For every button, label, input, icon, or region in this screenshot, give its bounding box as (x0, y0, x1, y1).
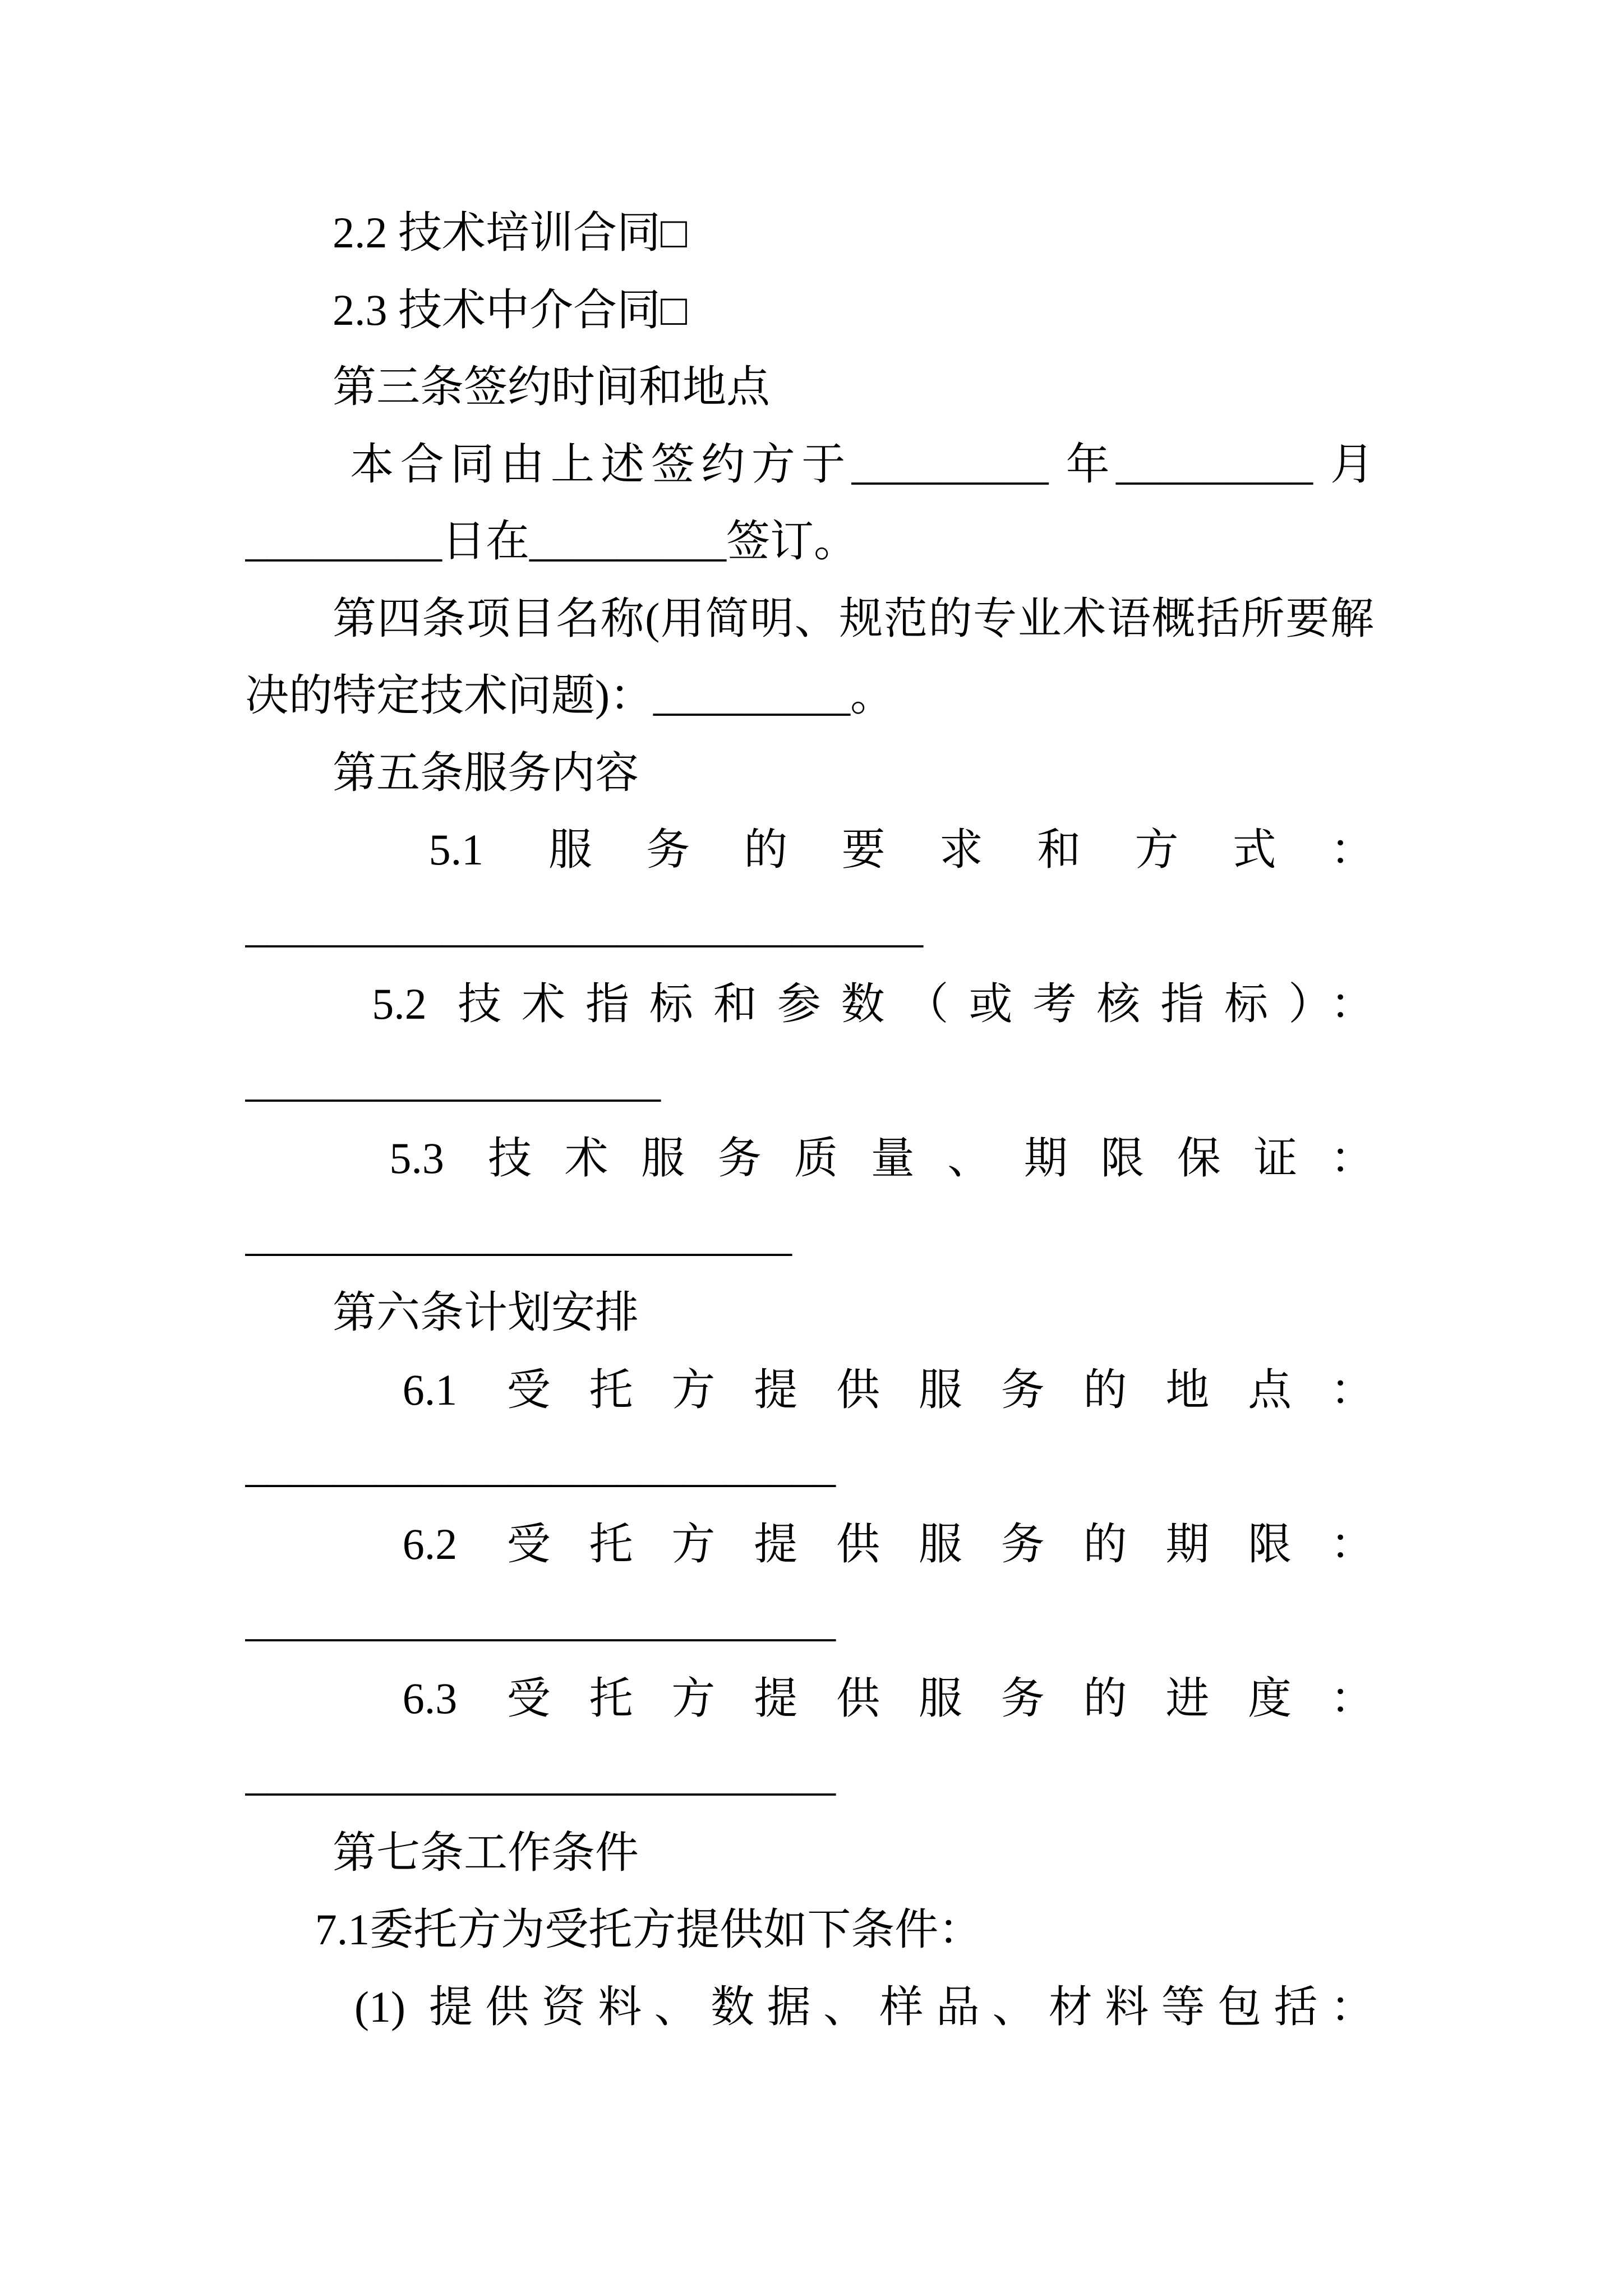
item-6-3: 6.3 受托方提供服务的进度： (402, 1673, 1374, 1723)
clause-4-body-line-2: 决的特定技术问题)：_________。 (245, 671, 894, 720)
clause-6-heading: 第六条计划安排 (333, 1288, 639, 1337)
item-7-1: 7.1委托方为受托方提供如下条件： (315, 1905, 983, 1954)
item-6-1: 6.1 受托方提供服务的地点： (402, 1365, 1374, 1414)
item-5-3: 5.3 技术服务质量、期限保证： (389, 1134, 1374, 1182)
clause-5-heading: 第五条服务内容 (333, 748, 639, 797)
clause-3-heading: 第三条签约时间和地点 (333, 362, 771, 411)
clause-7-heading: 第七条工作条件 (333, 1828, 639, 1877)
blank-after-6-2: ___________________________ (245, 1596, 836, 1645)
clause-2-2-checkbox-line: 2.2 技术培训合同□ (333, 208, 688, 257)
item-6-2: 6.2 受托方提供服务的期限： (402, 1519, 1374, 1568)
clause-2-3-checkbox-line: 2.3 技术中介合同□ (333, 285, 688, 334)
blank-after-6-3: ___________________________ (245, 1751, 836, 1800)
blank-after-5-3: _________________________ (245, 1211, 792, 1260)
blank-after-5-2: ___________________ (245, 1056, 661, 1106)
clause-3-body-line-2: _________日在_________签订。 (245, 517, 858, 565)
blank-after-6-1: ___________________________ (245, 1442, 836, 1491)
blank-after-5-1: _______________________________ (245, 902, 923, 951)
clause-4-body-line-1: 第四条项目名称(用简明、规范的专业术语概括所要解 (333, 593, 1374, 643)
item-7-1-sub-1: (1) 提供资料、数据、样品、材料等包括： (354, 1982, 1374, 2031)
document-body (245, 194, 1374, 2045)
clause-3-body-line-1: 本合同由上述签约方于_________ 年_________ 月 (350, 439, 1374, 489)
item-5-2: 5.2 技术指标和参数（或考核指标）： (372, 979, 1374, 1028)
item-5-1: 5.1 服务的要求和方式： (428, 825, 1374, 874)
